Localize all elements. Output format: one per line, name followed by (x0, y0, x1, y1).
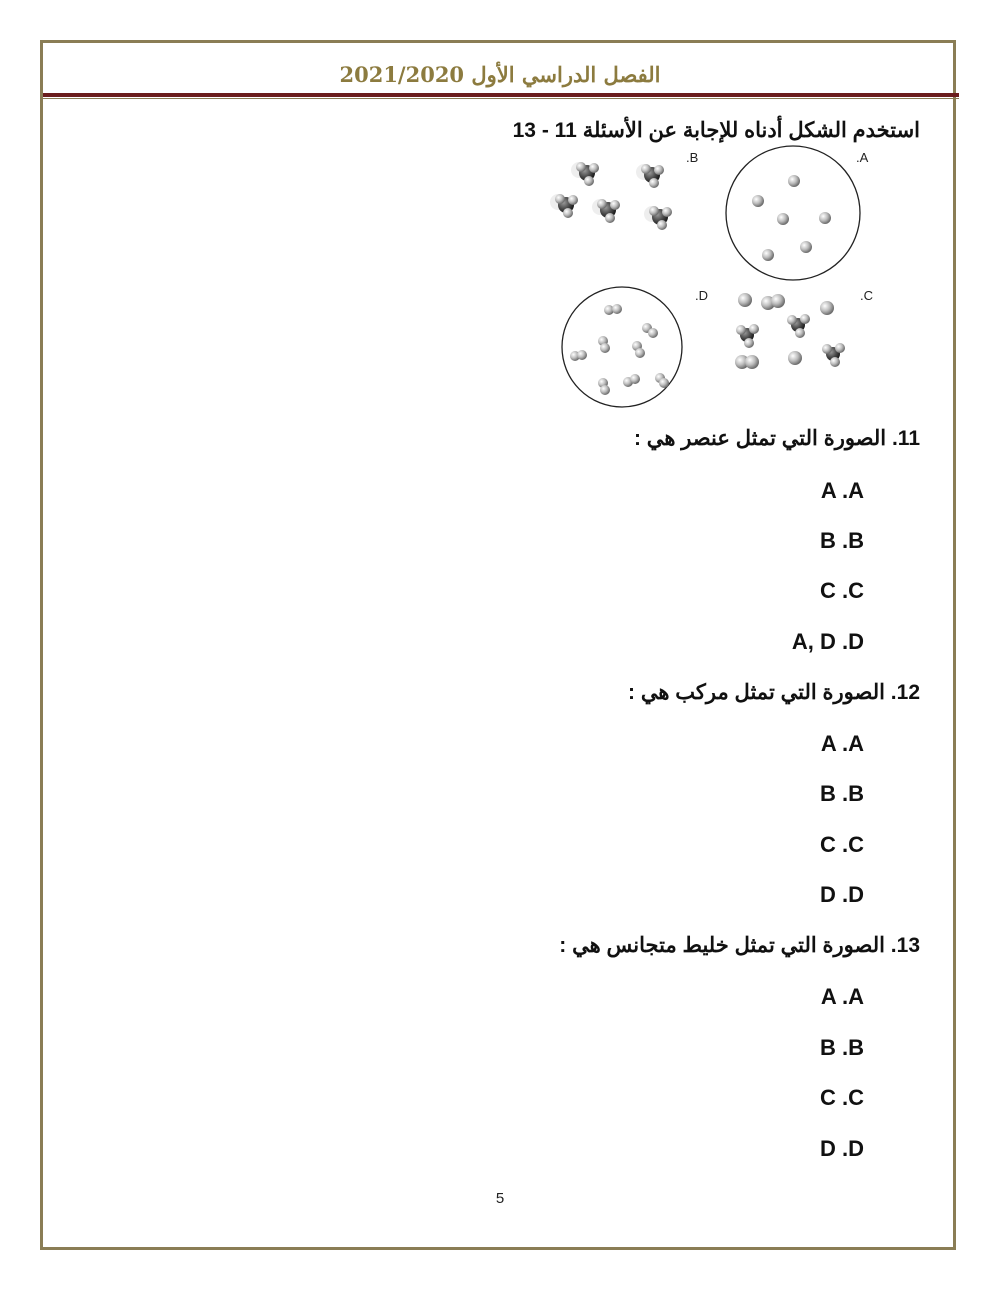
q13-option-b[interactable]: B .B (820, 1035, 864, 1060)
q13-option-c[interactable]: C .C (820, 1085, 864, 1110)
q13-option-a[interactable]: A .A (820, 984, 864, 1009)
q12-option-b[interactable]: B .B (820, 781, 864, 806)
q12-option-d[interactable]: D .D (820, 882, 864, 907)
figure-label-c: .C (860, 288, 873, 303)
q12-option-a[interactable]: A .A (820, 731, 864, 756)
page-number: 5 (495, 1190, 505, 1207)
q11-option-a[interactable]: A .A (820, 478, 864, 503)
figure-a (726, 146, 860, 280)
question-13: 13. الصورة التي تمثل خليط متجانس هي : (559, 934, 920, 957)
page-title: الفصل الدراسي الأول 2021/2020 (339, 62, 661, 87)
question-11: 11. الصورة التي تمثل عنصر هي : (633, 427, 920, 450)
header-rule (43, 93, 959, 97)
figure-b (550, 162, 672, 230)
q11-option-d[interactable]: A, D .D (791, 629, 864, 654)
instruction-text: استخدم الشكل أدناه للإجابة عن الأسئلة 11 - 13 (512, 119, 920, 142)
figure-label-a: .A (856, 150, 869, 165)
figure-c (735, 293, 845, 369)
header-rule-thin (43, 98, 959, 99)
figure-d (562, 287, 682, 407)
figure-label-b: .B (686, 150, 699, 165)
particle-figure (540, 140, 900, 420)
q12-option-c[interactable]: C .C (820, 832, 864, 857)
figure-label-d: .D (695, 288, 708, 303)
particle-diagram (540, 140, 900, 420)
q11-option-c[interactable]: C .C (820, 578, 864, 603)
question-12: 12. الصورة التي تمثل مركب هي : (628, 681, 920, 704)
q11-option-b[interactable]: B .B (820, 528, 864, 553)
q13-option-d[interactable]: D .D (820, 1136, 864, 1161)
